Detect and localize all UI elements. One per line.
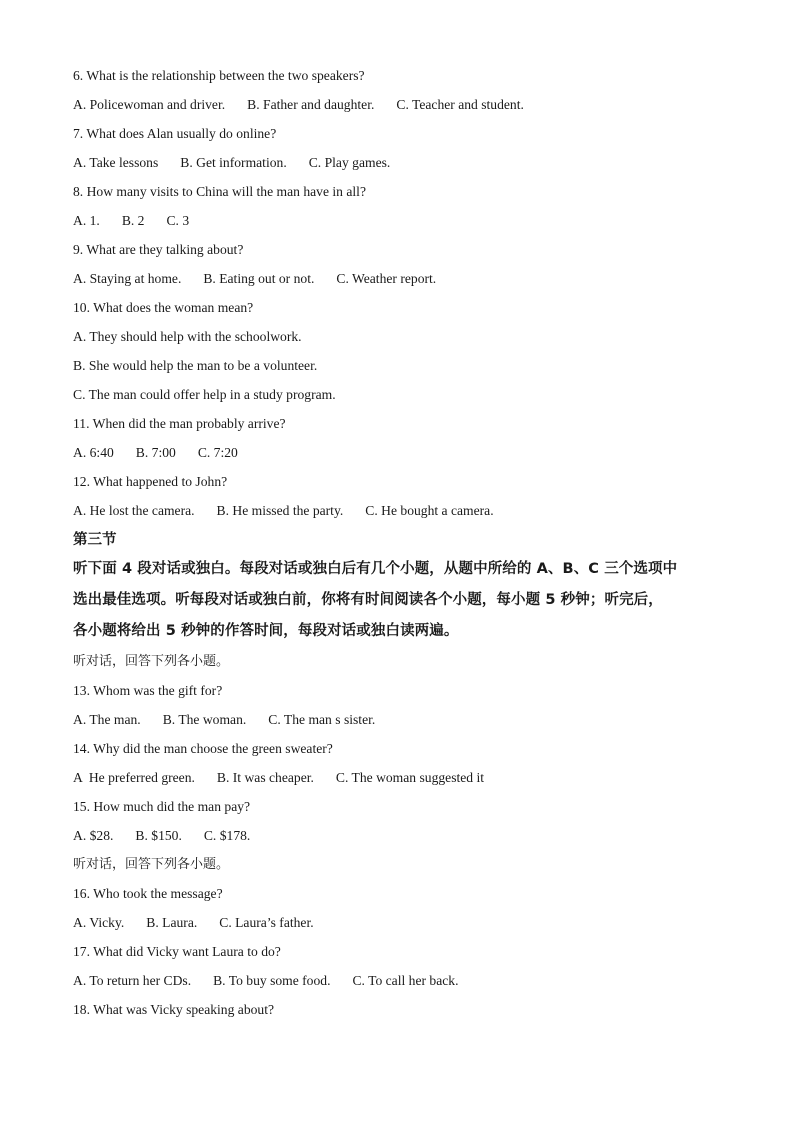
option-c: C. Weather report. <box>336 271 437 286</box>
option-b: B. Father and daughter. <box>247 97 375 112</box>
question-15-options <box>73 821 733 850</box>
question-6-stem: 6. What is the relationship between the two speakers? <box>73 68 365 83</box>
option-b: B. To buy some food. <box>213 973 331 988</box>
exam-page <box>73 61 733 1024</box>
instruction-line: 选出最佳选项。听每段对话或独白前，你将有时间阅读各个小题，每小题 5 秒钟；听完后， <box>73 592 663 608</box>
option-b: B. The woman. <box>162 712 247 727</box>
option-b: B. He missed the party. <box>216 503 344 518</box>
option-a: A. $28. <box>73 828 114 843</box>
section-title: 第三节 <box>73 532 117 548</box>
option-c: C. $178. <box>203 828 251 843</box>
option-b: B. 2 <box>121 213 145 228</box>
question-15-stem: 15. How much did the man pay? <box>73 799 251 814</box>
question-17-stem: 17. What did Vicky want Laura to do? <box>73 944 281 959</box>
option-a: A. 1. <box>73 213 100 228</box>
question-17-options <box>73 966 733 995</box>
option-c: C. To call her back. <box>352 973 459 988</box>
option-c: C. The man s sister. <box>268 712 376 727</box>
question-18-stem: 18. What was Vicky speaking about? <box>73 1002 275 1017</box>
option-c: C. He bought a camera. <box>365 503 494 518</box>
question-16-options <box>73 908 733 937</box>
section-instructions <box>73 554 733 647</box>
option-a: A. Policewoman and driver. <box>73 97 226 112</box>
question-8-options <box>73 206 733 235</box>
question-11-stem: 11. When did the man probably arrive? <box>73 416 286 431</box>
question-6-options <box>73 90 733 119</box>
option-c: C. Play games. <box>308 155 391 170</box>
question-10-option-c: C. The man could offer help in a study program. <box>73 387 336 402</box>
option-b: B. 7:00 <box>135 445 176 460</box>
option-b: B. Get information. <box>180 155 287 170</box>
option-a: A. He lost the camera. <box>73 503 195 518</box>
question-13-stem: 13. Whom was the gift for? <box>73 683 223 698</box>
question-13-options <box>73 705 733 734</box>
instruction-line: 听下面 4 段对话或独白。每段对话或独白后有几个小题，从题中所给的 A、B、C 三个选项中 <box>73 561 678 577</box>
option-b: B. Eating out or not. <box>203 271 315 286</box>
question-12-options <box>73 496 733 525</box>
option-c: C. Laura’s father. <box>219 915 314 930</box>
question-10-stem: 10. What does the woman mean? <box>73 300 254 315</box>
question-7-options <box>73 148 733 177</box>
question-9-options <box>73 264 733 293</box>
question-9-stem: 9. What are they talking about? <box>73 242 244 257</box>
question-14-options <box>73 763 733 792</box>
option-a: A. 6:40 <box>73 445 114 460</box>
dialogue-prompt: 听对话，回答下列各小题。 <box>73 857 230 872</box>
option-a: A. To return her CDs. <box>73 973 192 988</box>
instruction-line: 各小题将给出 5 秒钟的作答时间，每段对话或独白读两遍。 <box>73 623 459 639</box>
option-a: A. Take lessons <box>73 155 159 170</box>
question-8-stem: 8. How many visits to China will the man have in all? <box>73 184 366 199</box>
option-b: B. $150. <box>135 828 182 843</box>
option-b: B. Laura. <box>146 915 198 930</box>
option-a: A He preferred green. <box>73 770 195 785</box>
question-16-stem: 16. Who took the message? <box>73 886 223 901</box>
option-a: A. Staying at home. <box>73 271 182 286</box>
option-b: B. It was cheaper. <box>216 770 314 785</box>
question-10-option-b: B. She would help the man to be a volunteer. <box>73 358 318 373</box>
option-c: C. 3 <box>166 213 190 228</box>
question-11-options <box>73 438 733 467</box>
question-7-stem: 7. What does Alan usually do online? <box>73 126 277 141</box>
option-a: A. The man. <box>73 712 141 727</box>
option-c: C. 7:20 <box>197 445 238 460</box>
option-c: C. The woman suggested it <box>335 770 485 785</box>
dialogue-prompt: 听对话，回答下列各小题。 <box>73 654 230 669</box>
option-a: A. Vicky. <box>73 915 125 930</box>
question-10-option-a: A. They should help with the schoolwork. <box>73 329 302 344</box>
question-14-stem: 14. Why did the man choose the green sweater? <box>73 741 333 756</box>
option-c: C. Teacher and student. <box>396 97 524 112</box>
question-12-stem: 12. What happened to John? <box>73 474 228 489</box>
